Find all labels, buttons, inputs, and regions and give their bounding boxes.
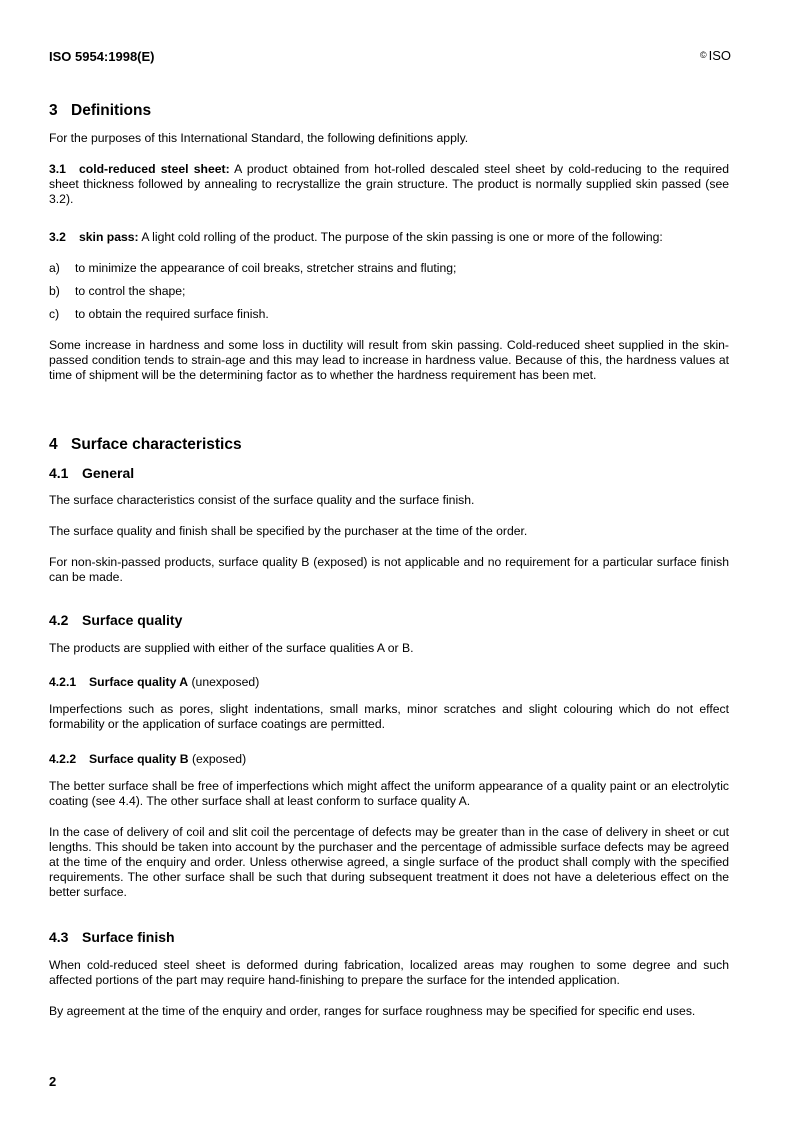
document-id: ISO 5954:1998(E) [49, 49, 155, 64]
subsection-4-2-2-heading [49, 752, 246, 767]
paragraph: By agreement at the time of the enquiry and order, ranges for surface roughness may be specified for specific end uses. [49, 1004, 696, 1018]
list-text: to minimize the appearance of coil breaks, stretcher strains and fluting; [75, 261, 457, 275]
subsection-number: 4.2 [49, 612, 69, 628]
paragraph: For non-skin-passed products, surface quality B (exposed) is not applicable and no requirement for a particular surface finish can be made. [49, 555, 729, 584]
list-text: to control the shape; [75, 284, 186, 298]
paragraph: The surface quality and finish shall be specified by the purchaser at the time of the order. [49, 524, 528, 538]
definition-text: A light cold rolling of the product. The purpose of the skin passing is one or more of the following: [138, 230, 663, 244]
subsection-number: 4.1 [49, 465, 69, 481]
subsection-qualifier: (exposed) [188, 752, 247, 766]
subsection-title: General [82, 465, 135, 481]
page-number: 2 [49, 1074, 57, 1089]
subsection-number: 4.2.2 [49, 752, 77, 766]
subsection-4-2-1-heading [49, 675, 259, 690]
definition-term: skin pass: [79, 230, 139, 244]
section-4-heading [49, 436, 242, 454]
list-marker: a) [49, 261, 60, 275]
paragraph: In the case of delivery of coil and slit coil the percentage of defects may be greater than in the case of delivery in sheet or cut lengths. This should be taken into account by the purchaser and the percentage of admissible surface defects may be agreed at the time of the enquiry and order. Unless otherwise agreed, a single surface of the product shall comply with the specified requirements. The other surface shall be such that during subsequent treatment it does not have a deleterious effect on the better surface. [49, 825, 729, 899]
list-item [49, 284, 185, 299]
skin-pass-note: Some increase in hardness and some loss in ductility will result from skin passing. Cold-reduced sheet supplied in the skin-passed condition tends to strain-age and this may lead to increase in hardness value. Because of this, the hardness values at time of shipment will be the determining factor as to whether the hardness requirement has been met. [49, 338, 729, 382]
definition-number: 3.1 [49, 162, 66, 176]
subsection-4-1-heading [49, 465, 134, 481]
subsection-4-3-heading [49, 929, 175, 945]
paragraph: The surface characteristics consist of the surface quality and the surface finish. [49, 493, 475, 507]
section-title: Surface characteristics [71, 436, 242, 453]
subsection-number: 4.3 [49, 929, 69, 945]
copyright-org: ISO [708, 48, 731, 63]
subsection-qualifier: (unexposed) [188, 675, 260, 689]
definition-number: 3.2 [49, 230, 66, 244]
definition-term: cold-reduced steel sheet: [79, 162, 230, 176]
section-number: 4 [49, 436, 58, 453]
definition-3-2 [49, 230, 729, 245]
paragraph: The better surface shall be free of imperfections which might affect the uniform appearance of a quality paint or an electrolytic coating (see 4.4). The other surface shall at least conform to surface quality A. [49, 779, 729, 808]
subsection-4-2-heading [49, 612, 182, 628]
section-3-heading [49, 102, 151, 120]
section-title: Definitions [71, 102, 152, 119]
paragraph: Imperfections such as pores, slight indentations, small marks, minor scratches and slight colouring which do not effect formability or the application of surface coatings are permitted. [49, 702, 729, 731]
subsection-title: Surface finish [82, 929, 175, 945]
copyright-symbol: © [699, 50, 707, 60]
definition-text: A product obtained from hot-rolled descaled steel sheet by cold-reducing to the required sheet thickness followed by annealing to recrystallize the grain structure. The product is normally supplied skin passed (see 3.2). [49, 162, 729, 206]
subsection-title: Surface quality B [89, 752, 189, 766]
list-item [49, 261, 456, 276]
paragraph: The products are supplied with either of the surface qualities A or B. [49, 641, 414, 655]
subsection-title: Surface quality [82, 612, 183, 628]
list-marker: c) [49, 307, 60, 321]
subsection-number: 4.2.1 [49, 675, 77, 689]
paragraph: When cold-reduced steel sheet is deformed during fabrication, localized areas may roughen to some degree and such affected portions of the part may require hand-finishing to prepare the surface for the intended application. [49, 958, 729, 987]
definitions-intro: For the purposes of this International Standard, the following definitions apply. [49, 131, 469, 145]
section-number: 3 [49, 102, 58, 119]
list-text: to obtain the required surface finish. [75, 307, 269, 321]
list-marker: b) [49, 284, 60, 298]
list-item [49, 307, 269, 322]
copyright-notice [700, 48, 731, 63]
subsection-title: Surface quality A [89, 675, 189, 689]
definition-3-1 [49, 162, 729, 207]
